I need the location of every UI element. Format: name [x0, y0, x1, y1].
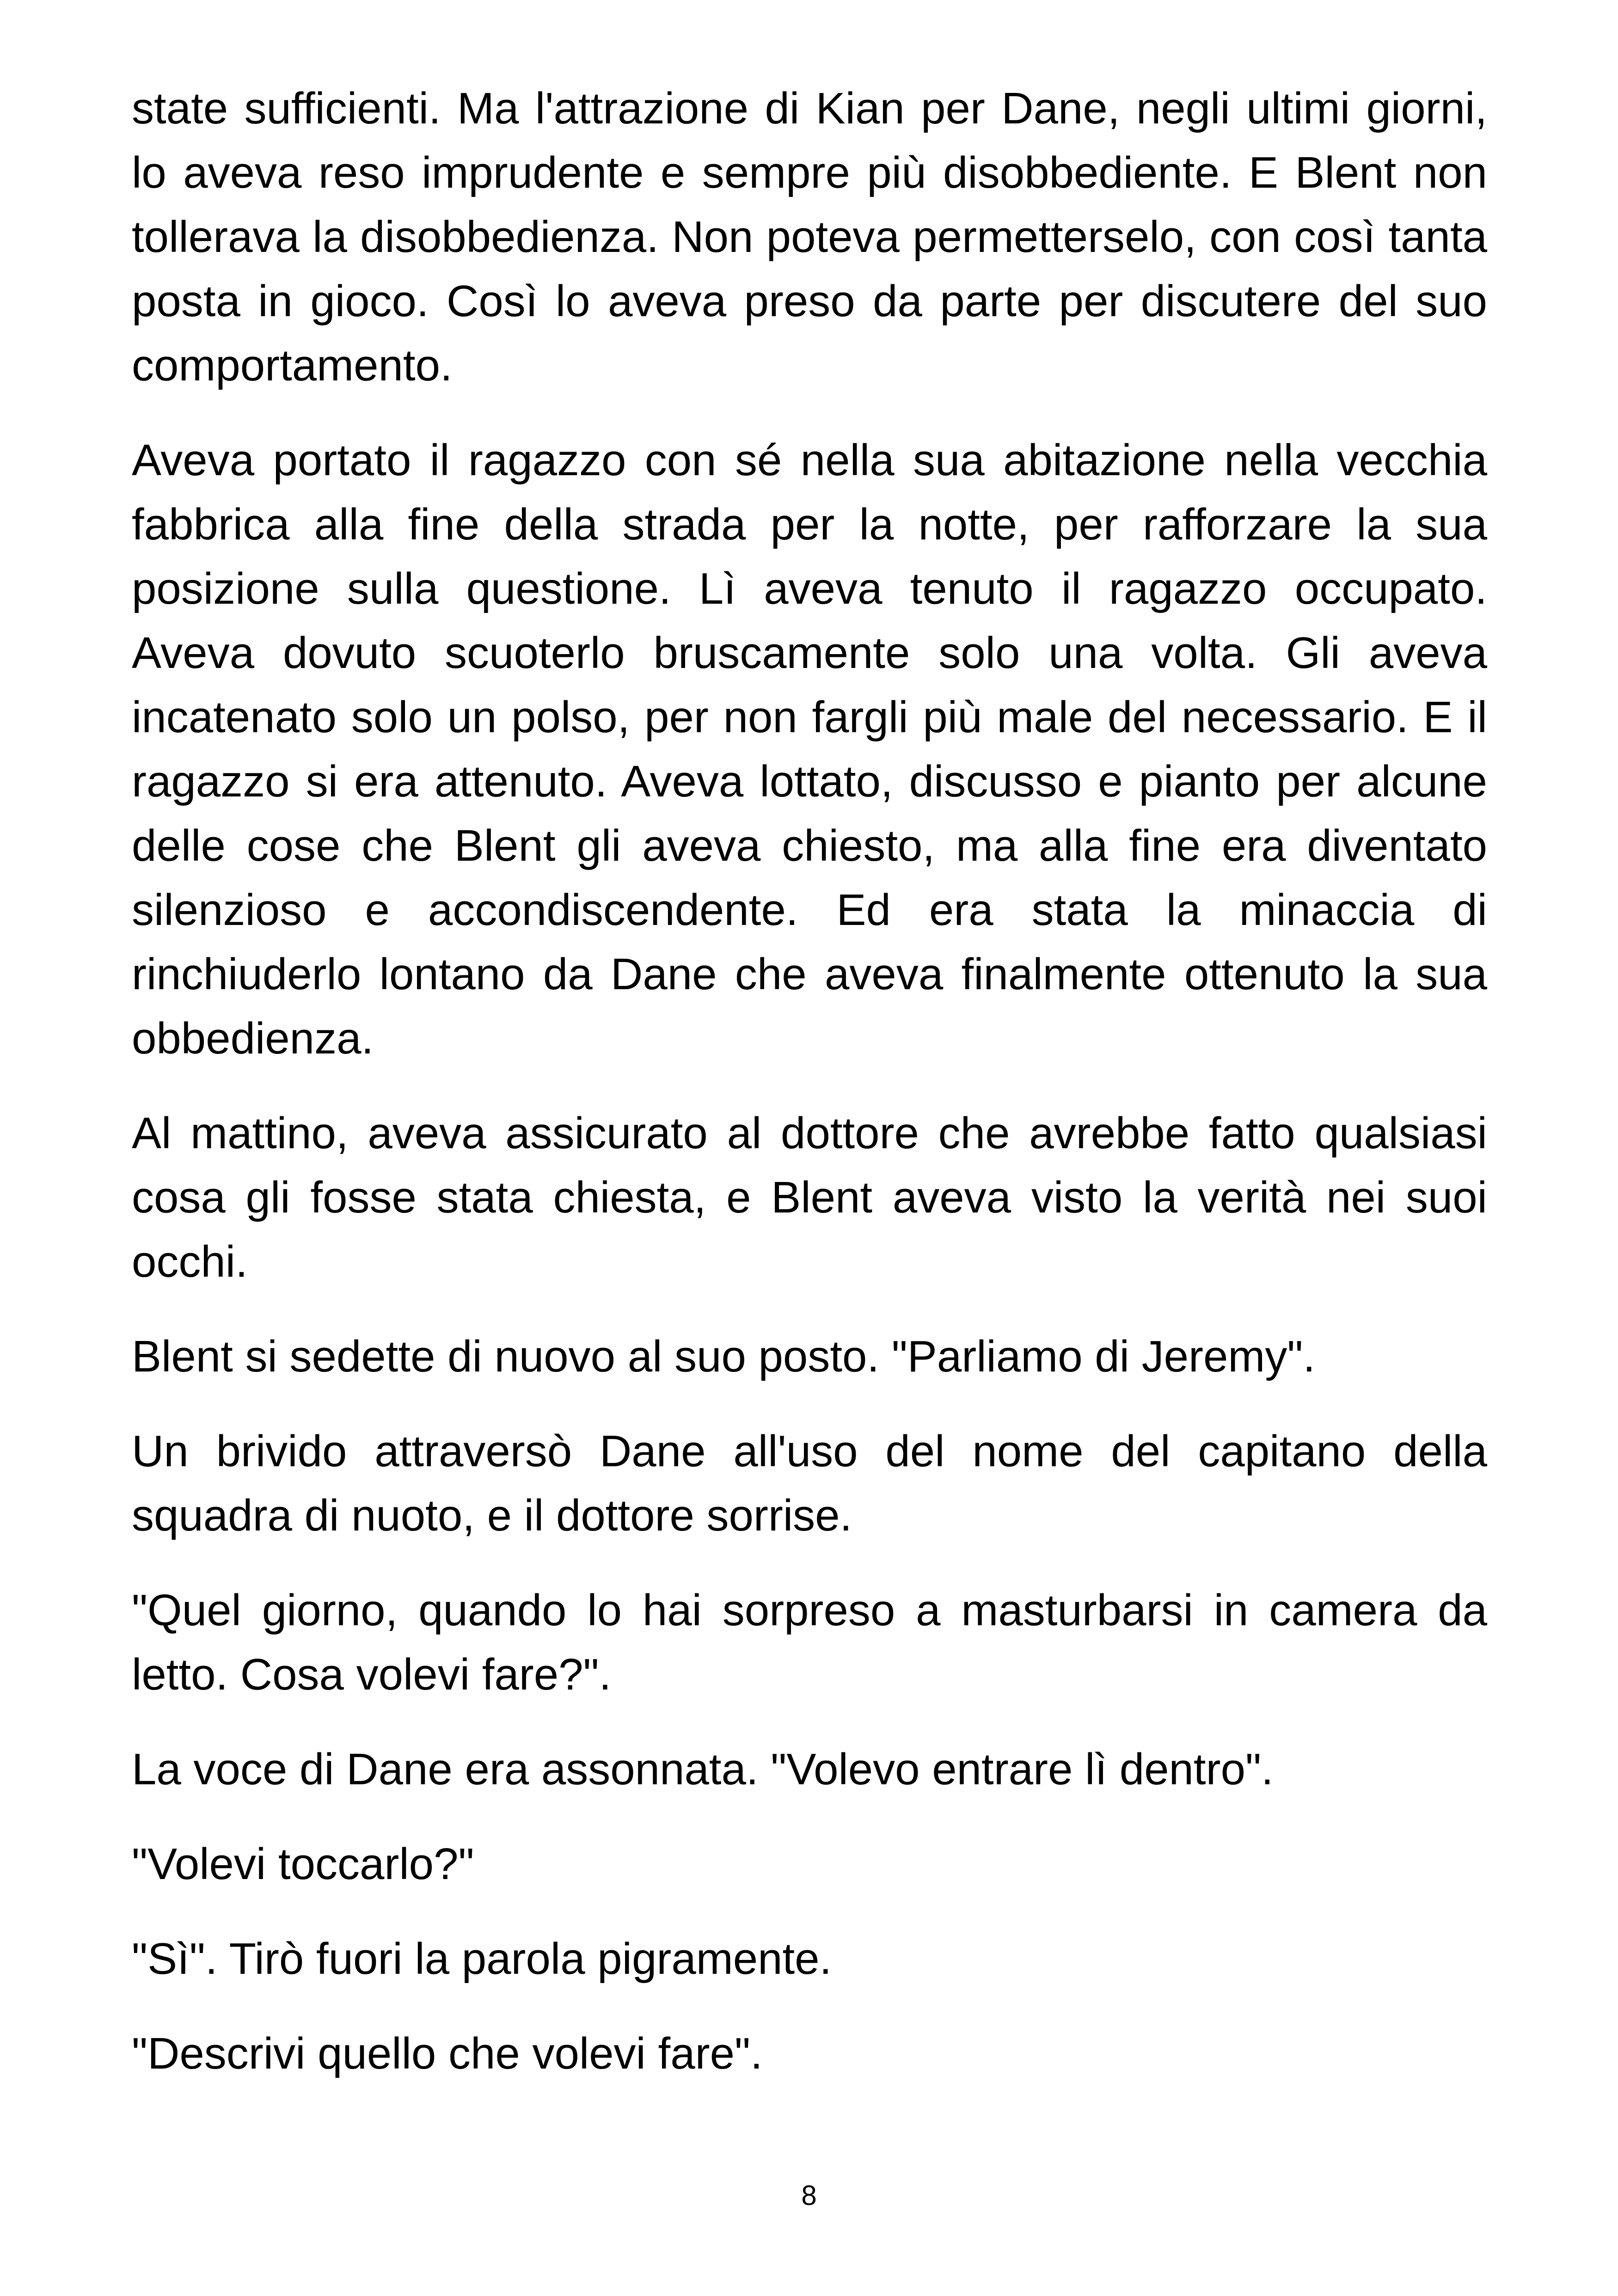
paragraph: Al mattino, aveva assicurato al dottore che avrebbe fatto qualsiasi cosa gli fosse stata chiesta, e Blent aveva visto la verità nei suoi occhi.: [132, 1108, 1487, 1286]
page-body: [132, 76, 1487, 2116]
paragraph: "Quel giorno, quando lo hai sorpreso a masturbarsi in camera da letto. Cosa volevi fare?".: [132, 1586, 1487, 1699]
page-number: 8: [801, 2180, 817, 2211]
paragraph: "Sì". Tirò fuori la parola pigramente.: [132, 1934, 832, 1984]
paragraph: Aveva portato il ragazzo con sé nella sua abitazione nella vecchia fabbrica alla fine della strada per la notte, per rafforzare la sua posizione sulla questione. Lì aveva tenuto il ragazzo occupato. Aveva dovuto scuoterlo bruscamente solo una volta. Gli aveva incatenato solo un polso, per non fargli più male del necessario. E il ragazzo si era attenuto. Aveva lottato, discusso e pianto per alcune delle cose che Blent gli aveva chiesto, ma alla fine era diventato silenzioso e accondiscendente. Ed era stata la minaccia di rinchiuderlo lontano da Dane che aveva finalmente ottenuto la sua obbedienza.: [132, 435, 1487, 1063]
paragraph: "Volevi toccarlo?": [132, 1839, 474, 1889]
paragraph: La voce di Dane era assonnata. "Volevo entrare lì dentro".: [132, 1745, 1274, 1794]
paragraph: "Descrivi quello che volevi fare".: [132, 2029, 763, 2078]
paragraph: Blent si sedette di nuovo al suo posto. "Parliamo di Jeremy".: [132, 1332, 1316, 1381]
paragraph: Un brivido attraversò Dane all'uso del nome del capitano della squadra di nuoto, e il dottore sorrise.: [132, 1427, 1487, 1540]
paragraph: state sufficienti. Ma l'attrazione di Kian per Dane, negli ultimi giorni, lo aveva reso imprudente e sempre più disobbediente. E Blent non tollerava la disobbedienza. Non poteva permetterselo, con così tanta posta in gioco. Così lo aveva preso da parte per discutere del suo comportamento.: [132, 84, 1487, 390]
